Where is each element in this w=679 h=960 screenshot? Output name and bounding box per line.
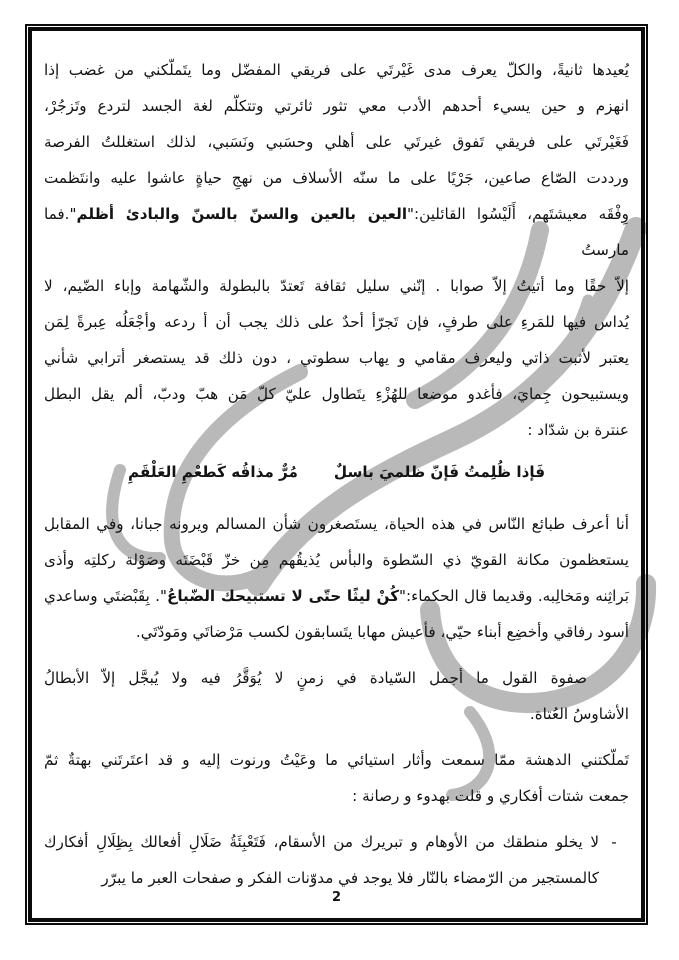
text-line (44, 778, 629, 814)
text-segment: عنترة بن شدّاد : (527, 421, 629, 439)
text-segment: تَملّكتني الدهشة ممّا سمعت وأثار استيائي ما وعَيْتُ ورنوت إليه و قد اعتَرتَني بهتةٌ ثمّ (44, 751, 629, 769)
paragraph (44, 52, 629, 448)
text-line (44, 614, 629, 650)
text-line (44, 542, 629, 578)
list-item-text (44, 824, 599, 896)
text-segment: يُداس فيها للمَرءِ على طرفٍ، فإن تَجرّأ أحدٌ على ذلك يجب أن أ ردعه وأجْعَلُه عِبرةً لِمَن (44, 313, 629, 331)
text-segment: ".فما مارستُ (44, 205, 629, 259)
list-item (44, 824, 629, 896)
text-segment: صفوة القول ما أجمل السّيادة في زمنٍ لا يُوَقَّرُ فيه ولا يُبجَّل إلاّ الأبطالُ (44, 669, 587, 687)
text-segment: جمعت شتات أفكاري و قلت بهدوء و رصانة : (352, 787, 629, 805)
text-segment: ". بِقَبْضتَي وساعدي (44, 587, 167, 605)
text-line (44, 52, 629, 88)
text-line (44, 268, 629, 304)
text-segment: إلاّ حقًا وما أتيتُ إلاّ صوابا . إنّني سليل ثقافة تَعتدّ بالبطولة والشّهامة وإباء الضّيم، لا (44, 277, 629, 295)
text-line (44, 88, 629, 124)
verse-hemistich-2: مُرٌّ مذاقُه كَطعْمِ العَلْقَمِ (128, 463, 298, 481)
bold-quote: العين بالعين والسنّ بالسنّ والبادئ أظلم (76, 205, 408, 223)
page-border-frame-inner (28, 27, 645, 922)
text-segment: يستعظمون مكانة القويّ ذي السّطوة والبأس يُذيقُهم مِن خزّ قَبْضَتَه وصَوْلة ركلتِه وأذى (44, 551, 629, 569)
text-line (44, 660, 629, 696)
paragraph (44, 742, 629, 814)
text-line (44, 160, 629, 196)
text-segment: الأشاوسُ العُتاة. (529, 705, 629, 723)
text-line (44, 196, 629, 268)
text-line (44, 124, 629, 160)
text-segment: أنا أعرف طبائع النّاس في هذه الحياة، يستَصغرون شأن المسالم ويرونه جبانا، وفي المقابل (44, 515, 629, 533)
document-body (44, 39, 629, 910)
text-line (44, 304, 629, 340)
page-border-frame (25, 24, 648, 925)
list-bullet: - (611, 833, 617, 851)
text-segment: ويستبيحون جِمايَ، فأغدو موضعا للهُزْءِ يتَطاول عليّ كلّ مَن هبّ ودبّ، ألم يقل البطل (44, 385, 629, 403)
text-segment: يُعيدها ثانيةً، والكلّ يعرف مدى غَيْرتَي على فريقي المفضّل وما يتَملّكني من غضب إذا (44, 61, 629, 79)
text-segment: انهزم و حين يسيء أحدهم الأدب معي تثور ثائرتي وتتكلّم لغة الجسد لتردع وتَزجُرْ، (44, 97, 629, 115)
text-line (44, 742, 629, 778)
text-line (44, 824, 599, 860)
text-line (44, 696, 629, 732)
text-segment: ورددت الصّاع صاعين، جَرْيًا على ما سنّه الأسلاف من نهجِ حياةٍ عاشوا عليه وانتَظمت (44, 169, 629, 187)
text-line (44, 376, 629, 412)
text-line (44, 506, 629, 542)
bold-quote: كُنْ ليثًا حتّى لا تستبيحك الضّباعُ (166, 587, 400, 605)
verse-hemistich-1: فَإذا ظُلِمتُ فَإنّ ظلميَ باسلٌ (333, 463, 546, 481)
text-segment: لا يخلو منطقك من الأوهام و تبريرك من الأسقام، فَتَعْبِئَةُ ضَلَالِ أفعالك بِظِلَالِ أفكارك (44, 833, 599, 851)
poetry-verse (44, 454, 629, 490)
text-segment: أسود رفاقي وأخضِع أبناء حيّي، فأعيش مهابا يتَسابقون لكسب مَرْضاتَي ومَودّتَي. (135, 623, 629, 641)
paragraph (44, 660, 629, 732)
text-segment: وِفْقَه معيشتَهم، أَلَيْسُوا القائلين:" (407, 205, 629, 223)
text-segment: فَغَيْرتَي على فريقي تَفوق غيرتَي على أهلي وحسَبي ونَسَبي، لذلك استغللتُ الفرصة (44, 133, 629, 151)
text-line (44, 340, 629, 376)
text-line (44, 412, 629, 448)
page-number: 2 (331, 890, 342, 905)
text-segment: بَراثِنه ومَخالِبه. وقديما قال الحكماء:" (399, 587, 630, 605)
text-line (44, 578, 629, 614)
paragraph (44, 506, 629, 650)
text-segment: يعتبر لأثبت ذاتي وليعرف مقامي و يهاب سطوتي ، دون ذلك قد يستصغر أترابي شأني (44, 349, 629, 367)
text-segment: كالمستجير من الرّمضاء بالنّار فلا يوجد في مدوّنات الفكر و صفحات العبر ما يبرّر (101, 869, 599, 887)
